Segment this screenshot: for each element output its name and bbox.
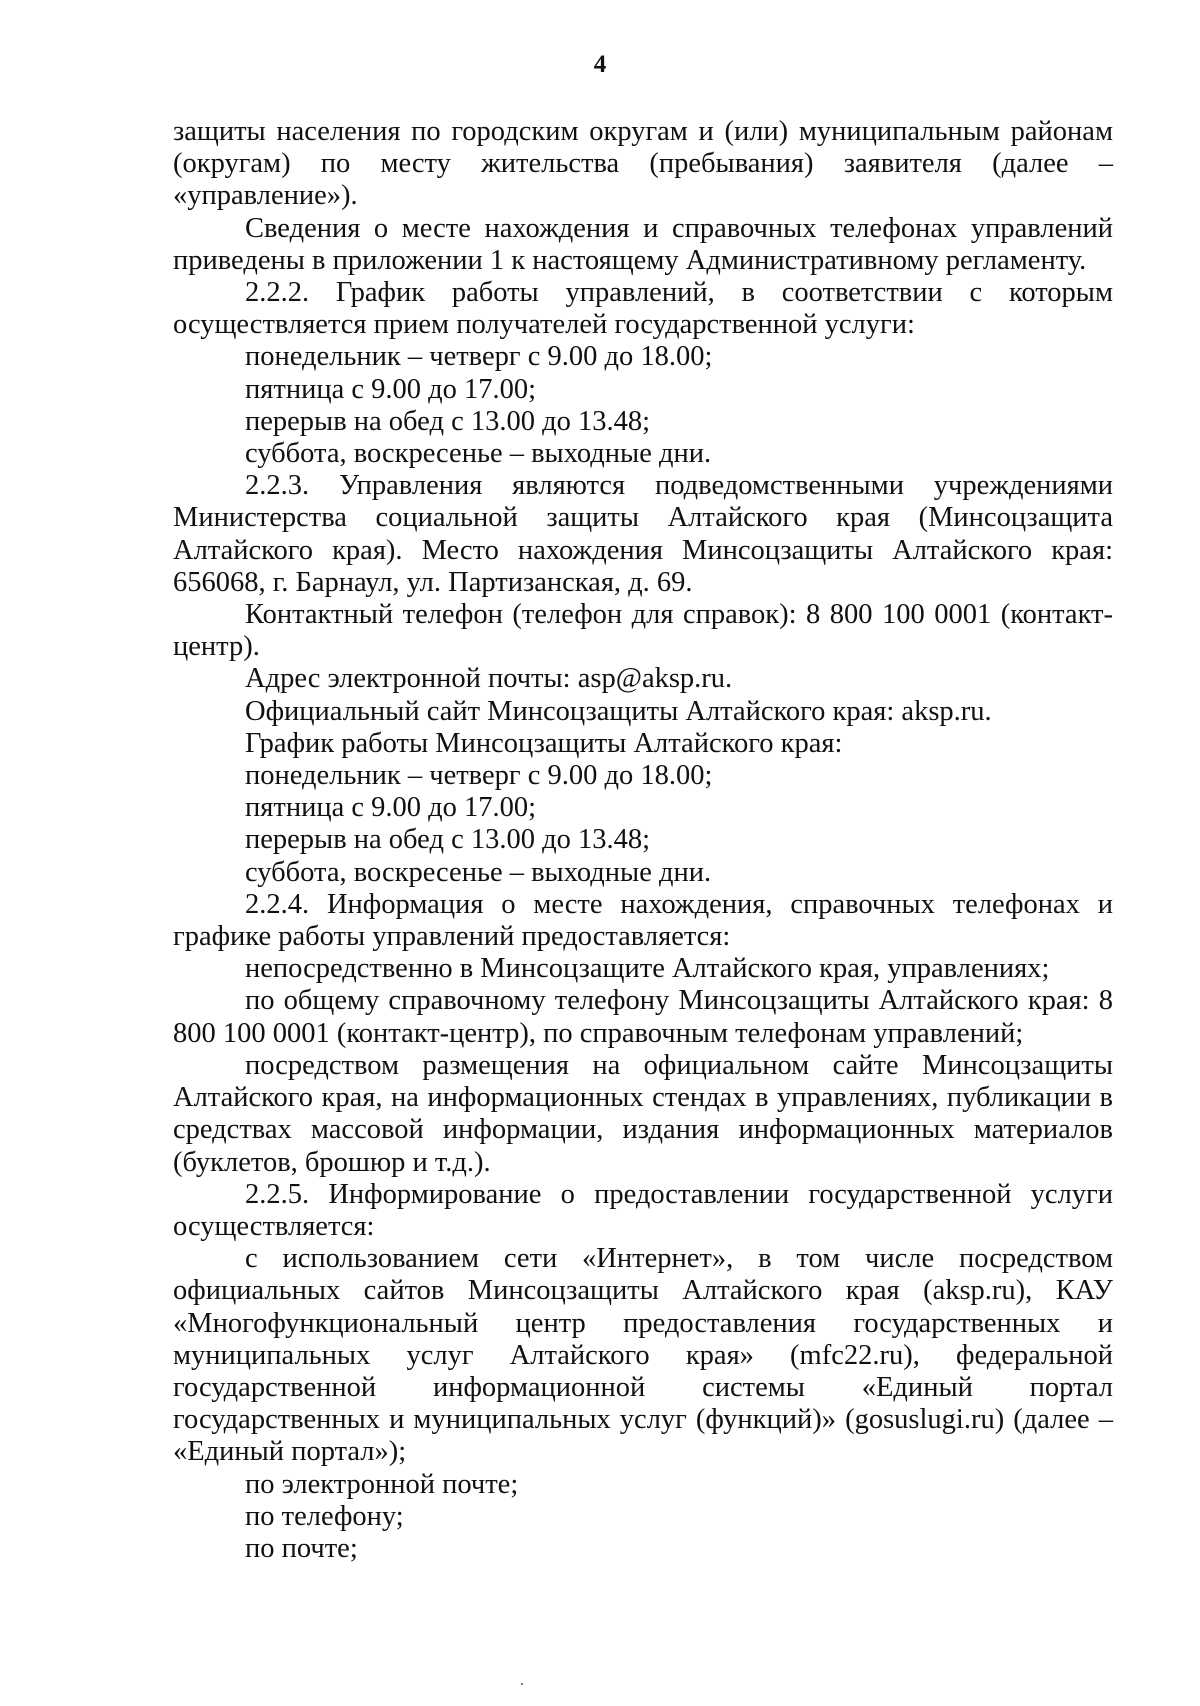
- document-body: [173, 116, 1113, 1565]
- website-line: Официальный сайт Минсоцзащиты Алтайского края: aksp.ru.: [245, 695, 992, 727]
- list-item: по почте;: [245, 1532, 358, 1564]
- scan-speck: [521, 1683, 523, 1685]
- section-heading-paragraph: 2.2.3. Управления являются подведомственными учреждениями Министерства социальной защиты Алтайского края (Минсоцзащита Алтайского края). Место нахождения Минсоцзащиты Алтайского края: 656068, г. Барнаул, ул. Партизанская, д. 69.: [173, 470, 1113, 598]
- schedule-line: суббота, воскресенье – выходные дни.: [245, 438, 712, 470]
- list-item: посредством размещения на официальном сайте Минсоцзащиты Алтайского края, на информационных стендах в управлениях, публикации в средствах массовой информации, издания информационных материалов (буклетов, брошюр и т.д.).: [173, 1049, 1113, 1178]
- list-item: по общему справочному телефону Минсоцзащиты Алтайского края: 8 800 100 0001 (контакт-центр), по справочным телефонам управлений;: [173, 985, 1113, 1049]
- schedule-line: пятница с 9.00 до 17.00;: [245, 373, 537, 405]
- list-item: непосредственно в Минсоцзащите Алтайского края, управлениях;: [245, 953, 1050, 985]
- list-item: по телефону;: [245, 1500, 404, 1532]
- schedule-line: понедельник – четверг с 9.00 до 18.00;: [245, 760, 713, 792]
- schedule-line: перерыв на обед с 13.00 до 13.48;: [245, 824, 651, 856]
- list-item: по электронной почте;: [245, 1468, 519, 1500]
- email-line: Адрес электронной почты: asp@aksp.ru.: [245, 663, 733, 695]
- section-heading-paragraph: 2.2.4. Информация о месте нахождения, справочных телефонах и графике работы управлений предоставляется:: [173, 888, 1113, 953]
- schedule-line: суббота, воскресенье – выходные дни.: [245, 856, 712, 888]
- paragraph: Сведения о месте нахождения и справочных телефонах управлений приведены в приложении 1 к настоящему Административному регламенту.: [173, 212, 1113, 276]
- paragraph: защиты населения по городским округам и (или) муниципальным районам (округам) по месту жительства (пребывания) заявителя (далее – «управление»).: [173, 116, 1113, 212]
- section-heading-paragraph: 2.2.5. Информирование о предоставлении государственной услуги осуществляется:: [173, 1178, 1113, 1242]
- schedule-line: понедельник – четверг с 9.00 до 18.00;: [245, 341, 713, 373]
- page-number: 4: [593, 51, 607, 78]
- schedule-line: перерыв на обед с 13.00 до 13.48;: [245, 405, 651, 437]
- schedule-heading-line: График работы Минсоцзащиты Алтайского края:: [245, 727, 843, 759]
- contact-phone-line: Контактный телефон (телефон для справок): 8 800 100 0001 (контакт-центр).: [173, 599, 1113, 663]
- list-item: с использованием сети «Интернет», в том числе посредством официальных сайтов Минсоцзащиты Алтайского края (aksp.ru), КАУ «Многофункциональный центр предоставления государственных и муниципальных услуг Алтайского края» (mfc22.ru), федеральной государственной информационной системы «Единый портал государственных и муниципальных услуг (функций)» (gosuslugi.ru) (далее – «Единый портал»);: [173, 1243, 1113, 1468]
- schedule-line: пятница с 9.00 до 17.00;: [245, 792, 537, 824]
- section-heading-paragraph: 2.2.2. График работы управлений, в соответствии с которым осуществляется прием получателей государственной услуги:: [173, 277, 1113, 341]
